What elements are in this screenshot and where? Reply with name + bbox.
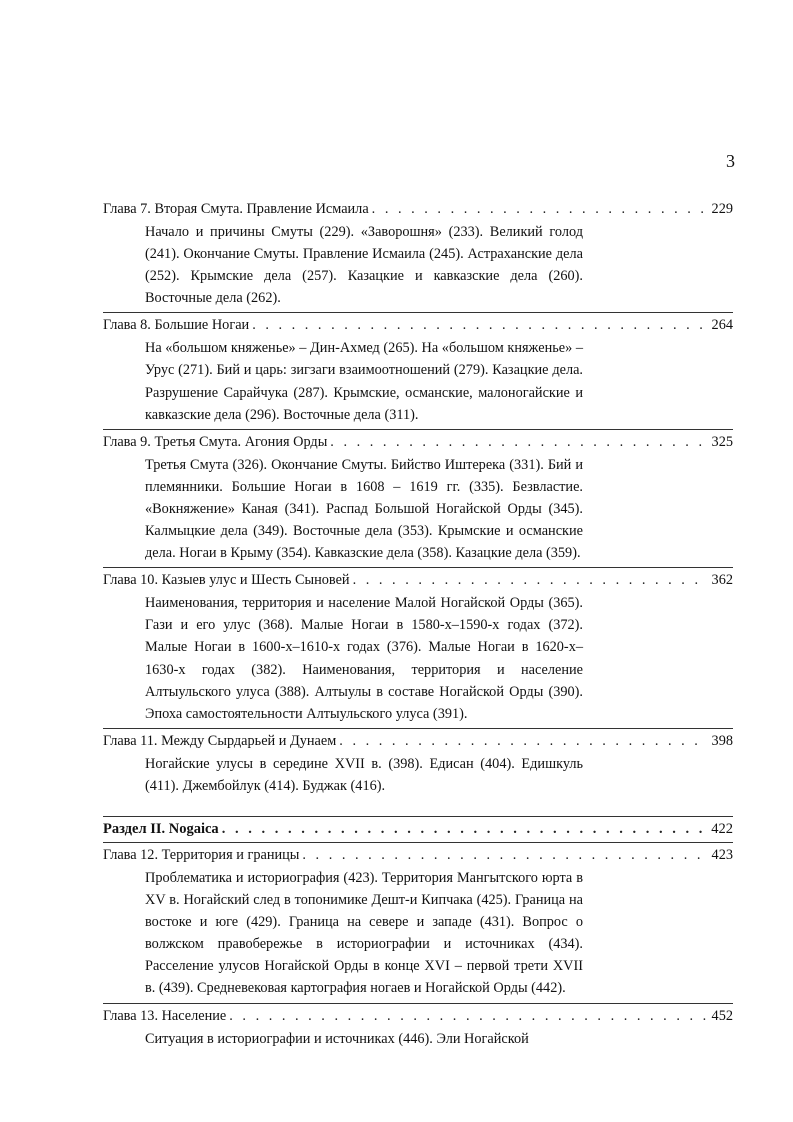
chapter-title: Глава 8. Большие Ногаи bbox=[103, 317, 250, 334]
toc-entry-ch9 bbox=[103, 433, 733, 564]
chapter-description: Начало и причины Смуты (229). «Заворошня» (233). Великий голод (241). Окончание Смуты. Правление Исмаила (245). Астраханские дела (252). Крымские дела (257). Казацкие и кавказские дела (260). Восточные дела (262). bbox=[145, 224, 583, 307]
dot-leader bbox=[229, 1007, 706, 1026]
dot-leader bbox=[372, 200, 706, 219]
divider bbox=[103, 728, 733, 729]
chapter-description: Наименования, территория и население Малой Ногайской Орды (365). Гази и его улус (368). Малые Ногаи в 1580-х–1590-х годах (372). Малые Ногаи в 1600-х–1610-х годах (376). Малые Ногаи в 1620-х–1630-х годах (382). Наименования, территория и население Алтыульского улуса (388). Алтыулы в составе Ногайской Орды (390). Эпоха самостоятельности Алтыульского улуса (391). bbox=[145, 595, 583, 722]
chapter-title: Глава 13. Население bbox=[103, 1007, 227, 1024]
chapter-title: Глава 12. Территория и границы bbox=[103, 846, 300, 863]
chapter-title: Глава 9. Третья Смута. Агония Орды bbox=[103, 433, 328, 450]
dot-leader bbox=[353, 571, 706, 590]
toc-entry-ch12 bbox=[103, 846, 733, 1000]
toc-entry-ch13 bbox=[103, 1007, 733, 1050]
chapter-page: 229 bbox=[711, 201, 733, 217]
divider bbox=[103, 567, 733, 568]
dot-leader bbox=[222, 820, 706, 839]
chapter-description: Третья Смута (326). Окончание Смуты. Бийство Иштерека (331). Бий и племянники. Большие Ногаи в 1608 – 1619 гг. (335). Безвластие. «Вокняжение» Каная (341). Распад Большой Ногайской Орды (345). Калмыцкие дела (349). Восточные дела (353). Крымские и османские дела. Ногаи в Крыму (354). Кавказские дела (358). Казацкие дела (359). bbox=[145, 456, 583, 562]
chapter-description: На «большом княженье» – Дин-Ахмед (265). На «большом княженье» – Урус (271). Бий и царь: зигзаги взаимоотношений (279). Казацкие дела. Разрушение Сарайчука (287). Крымские, османские, малоногайские и кавказские дела (296). Восточные дела (311). bbox=[145, 340, 583, 423]
chapter-page: 264 bbox=[711, 317, 733, 334]
chapter-page: 325 bbox=[711, 433, 733, 450]
table-of-contents bbox=[103, 200, 733, 1050]
toc-entry-ch8 bbox=[103, 316, 733, 425]
dot-leader bbox=[302, 846, 706, 865]
chapter-description: Ногайские улусы в середине XVII в. (398). Едисан (404). Едишкуль (411). Джембойлук (414). Буджак (416). bbox=[145, 755, 583, 794]
divider bbox=[103, 429, 733, 430]
page-number: 3 bbox=[726, 151, 735, 171]
dot-leader bbox=[252, 316, 706, 335]
chapter-page: 423 bbox=[711, 846, 733, 863]
toc-entry-ch11 bbox=[103, 732, 733, 797]
toc-entry-ch10 bbox=[103, 571, 733, 725]
divider bbox=[103, 1003, 733, 1004]
toc-section-2 bbox=[103, 820, 733, 839]
chapter-page: 452 bbox=[711, 1007, 733, 1024]
chapter-description: Ситуация в историографии и источниках (446). Эли Ногайской bbox=[145, 1030, 529, 1047]
divider bbox=[103, 816, 733, 817]
chapter-description: Проблематика и историография (423). Территория Мангытского юрта в XV в. Ногайский след в топонимике Дешт-и Кипчака (425). Граница на востоке и юге (429). Граница на севере и западе (431). Вопрос о волжском правобережье в историографии и источниках (434). Расселение улусов Ногайской Орды в конце XVI – первой трети XVII в. (439). Средневековая картография ногаев и Ногайской Орды (442). bbox=[145, 869, 583, 997]
divider bbox=[103, 312, 733, 313]
toc-entry-ch7 bbox=[103, 200, 733, 309]
chapter-page: 398 bbox=[711, 732, 733, 749]
chapter-title: Глава 10. Казыев улус и Шесть Сыновей bbox=[103, 572, 350, 589]
chapter-title: Глава 7. Вторая Смута. Правление Исмаила bbox=[103, 201, 369, 217]
divider bbox=[103, 842, 733, 843]
section-gap bbox=[103, 797, 733, 813]
chapter-page: 362 bbox=[711, 572, 733, 589]
dot-leader bbox=[330, 433, 706, 452]
section-title: Раздел II. Nogaica bbox=[103, 820, 219, 837]
section-page: 422 bbox=[711, 820, 733, 837]
dot-leader bbox=[339, 732, 706, 751]
chapter-title: Глава 11. Между Сырдарьей и Дунаем bbox=[103, 732, 337, 749]
